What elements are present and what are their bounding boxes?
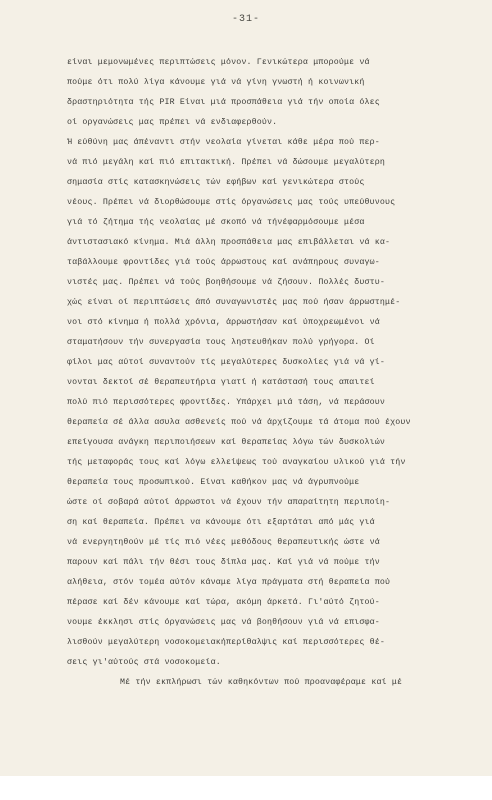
page-number: -31- xyxy=(231,14,260,25)
text-line: νά πιό μεγάλη καί πιό επιτακτική. Πρέπει νά δώσουμε μεγαλύτερη xyxy=(67,158,385,167)
text-line: παρουν καί πάλι τήν θέσι τους δίπλα μας. Καί γιά νά πούμε τήν xyxy=(67,558,380,567)
text-line: αλήθεια, στόν τομέα αύτόν κάναμε λίγα πράγματα στή θεραπεία πού xyxy=(67,578,391,587)
text-line: ώστε οί σοβαρά αύτοί άρρωστοι νά έχουν τήν απαραίτητη περιποίη- xyxy=(67,498,391,507)
text-line: σημασία στίς κατασκηνώσεις τών εφήβων καί γενικώτερα στούς xyxy=(67,178,365,187)
text-line: επείγουσα ανάγκη περιποιήσεων καί θεραπείας λόγω τών δυσκολιών xyxy=(67,438,385,447)
text-line: ση καί θεραπεία. Πρέπει να κάνουμε ότι εξαρτάται από μάς γιά xyxy=(67,518,375,527)
text-line: σταματήσουν τήν συνεργασία τους ληστευθήκαν πολύ γρήγορα. Οί xyxy=(67,338,375,347)
text-line: άντιστασιακό κίνημα. Μιά άλλη προσπάθεια μας επιβάλλεται νά κα- xyxy=(67,238,391,247)
text-line: γιά τό ζήτημα τής νεολαίας μέ σκοπό νά τήνέφαρμόσουμε μέσα xyxy=(67,218,365,227)
text-line: θεραπεία τους προσωπικού. Είναι καθήκον μας νά άγρυπνούμε xyxy=(67,478,360,487)
text-line: νιστές μας. Πρέπει νά τούς βοηθήσουμε νά ζήσουν. Πολλές δυστυ- xyxy=(67,278,385,287)
text-line: νοι στό κίνημα ή πολλά χρόνια, άρρωστήσαν καί ύποχρεωμένοι νά xyxy=(67,318,380,327)
text-line: είναι μεμονωμένες περιπτώσεις μόνον. Γενικώτερα μπορούμε νά xyxy=(67,58,370,67)
text-line: πούμε ότι πολύ λίγα κάνουμε γιά νά γίνη γνωστή ή κοινωνική xyxy=(67,78,365,87)
text-line: Μέ τήν εκπλήρωσι τών καθηκόντων πού προαναφέραμε καί μέ xyxy=(120,678,403,687)
text-line: φίλοι μας αύτοί συναντούν τίς μεγαλύτερες δυσκολίες γιά νά γί- xyxy=(67,358,385,367)
text-line: νονται δεκτοί σέ θεραπευτήρια γιατί ή κατάστασή τους απαιτεί xyxy=(67,378,375,387)
text-line: θεραπεία σέ άλλα ασυλα ασθενείς πού νά άρχίζουμε τά άτομα πού έχουν xyxy=(67,418,411,427)
text-line: Ή εύθύνη μας άπέναντι στήν νεολαία γίνεται κάθε μέρα πού περ- xyxy=(67,138,380,147)
text-line: νουμε έκκλησι στίς όργανώσεις μας νά βοηθήσουν γιά νά επισφα- xyxy=(67,618,380,627)
text-line: οί οργανώσεις μας πρέπει νά ενδιαφερθούν. xyxy=(67,118,278,127)
text-line: χώς είναι οί περιπτώσεις άπό συναγωνιστές μας πού ήσαν άρρωστημέ- xyxy=(67,298,401,307)
text-line: τής μεταφοράς τους καί λόγω ελλείψεως τού αναγκαίου υλικού γιά τήν xyxy=(67,458,406,467)
text-line: νέους. Πρέπει νά διορθώσουμε στίς όργανώσεις μας τούς υπεύθυνους xyxy=(67,198,396,207)
bottom-margin xyxy=(0,776,492,800)
text-line: νά ενεργητηθούν μέ τίς πιό νέες μεθόδους θεραπευτικής ώστε νά xyxy=(67,538,380,547)
text-line: ταβάλλουμε φροντίδες γιά τούς άρρωστους καί ανάπηρους συναγω- xyxy=(67,258,380,267)
text-line: πολύ πιό περισσότερες φροντίδες. Υπάρχει μιά τάση, νά περάσουν xyxy=(67,398,385,407)
text-line: σεις γι'αύτούς στά νοσοκομεία. xyxy=(67,658,221,667)
text-line: λισθούν μεγαλύτερη νοσοκομειακήπερίθαλψις καί περισσότερες θέ- xyxy=(67,638,385,647)
text-line: δραστηριότητα τής PIR Είναι μιά προσπάθεια γιά τήν οποία όλες xyxy=(67,98,380,107)
text-line: πέρασε καί δέν κάνουμε καί τώρα, ακόμη άρκετά. Γι'αύτό ζητού- xyxy=(67,598,380,607)
